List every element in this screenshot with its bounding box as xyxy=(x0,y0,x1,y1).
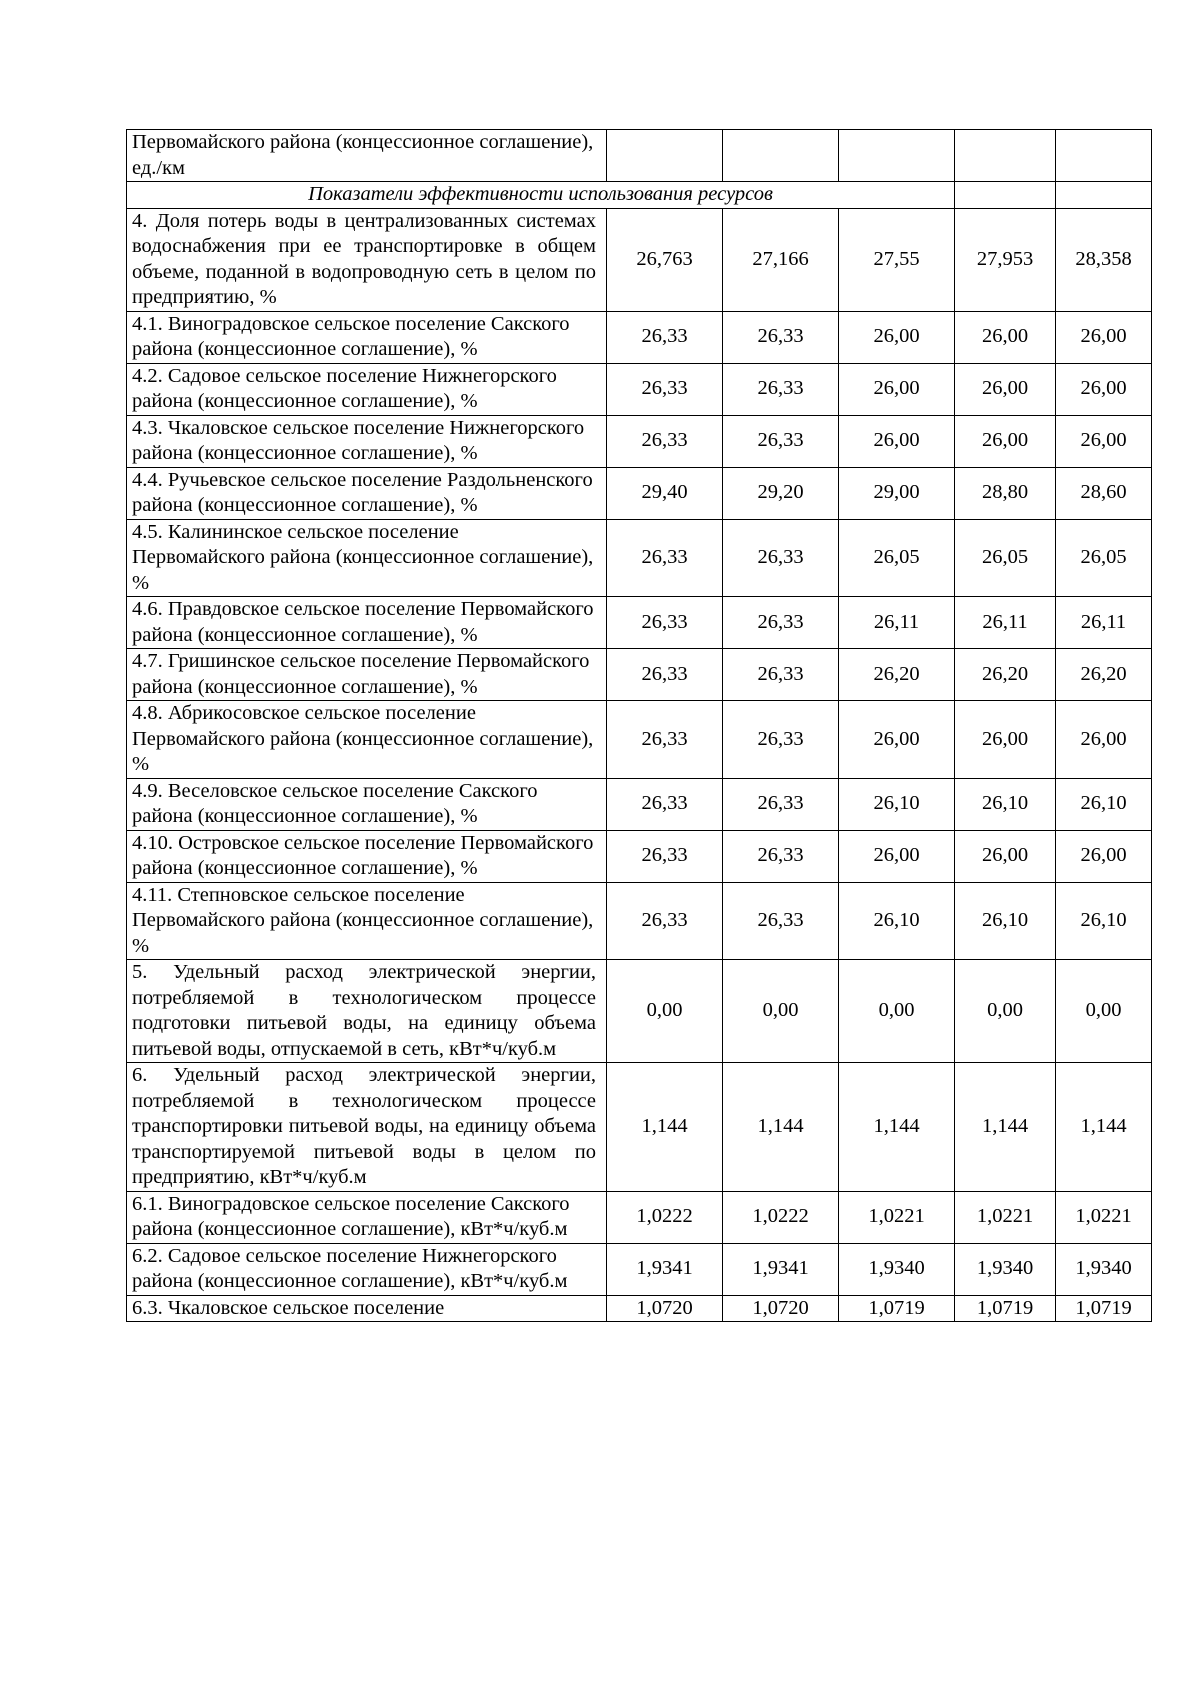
value-cell xyxy=(723,130,839,182)
value-cell: 26,20 xyxy=(839,649,955,701)
table-row xyxy=(127,1243,1152,1295)
table-row xyxy=(127,1063,1152,1192)
value-cell: 26,10 xyxy=(955,882,1056,960)
value-cell: 26,05 xyxy=(955,519,1056,597)
indicator-label: 4.1. Виноградовское сельское поселение Сакского района (концессионное соглашение), % xyxy=(127,311,607,363)
table-row xyxy=(127,311,1152,363)
value-cell: 1,0720 xyxy=(607,1295,723,1322)
table-row xyxy=(127,130,1152,182)
value-cell: 1,0221 xyxy=(839,1191,955,1243)
value-cell: 1,9340 xyxy=(1056,1243,1152,1295)
empty-cell xyxy=(1056,182,1152,209)
table-row xyxy=(127,363,1152,415)
value-cell: 26,11 xyxy=(1056,597,1152,649)
value-cell: 1,0222 xyxy=(723,1191,839,1243)
table-row xyxy=(127,597,1152,649)
value-cell: 1,0720 xyxy=(723,1295,839,1322)
value-cell: 26,00 xyxy=(1056,701,1152,779)
indicator-label: 4.5. Калининское сельское поселение Первомайского района (концессионное соглашение), % xyxy=(127,519,607,597)
value-cell: 1,0222 xyxy=(607,1191,723,1243)
value-cell: 26,33 xyxy=(607,519,723,597)
value-cell: 0,00 xyxy=(607,960,723,1063)
value-cell: 26,33 xyxy=(723,830,839,882)
value-cell: 26,00 xyxy=(1056,363,1152,415)
indicator-label: 5. Удельный расход электрической энергии, потребляемой в технологическом процессе подготовки питьевой воды, на единицу объема питьевой воды, отпускаемой в сеть, кВт*ч/куб.м xyxy=(127,960,607,1063)
value-cell: 1,144 xyxy=(955,1063,1056,1192)
indicator-label: 4.4. Ручьевское сельское поселение Раздольненского района (концессионное соглашение), % xyxy=(127,467,607,519)
indicator-label: 4.11. Степновское сельское поселение Первомайского района (концессионное соглашение), % xyxy=(127,882,607,960)
value-cell: 26,33 xyxy=(723,701,839,779)
indicator-label: 4.6. Правдовское сельское поселение Первомайского района (концессионное соглашение), % xyxy=(127,597,607,649)
value-cell: 26,763 xyxy=(607,208,723,311)
value-cell xyxy=(955,130,1056,182)
value-cell: 26,33 xyxy=(607,649,723,701)
indicator-label: Первомайского района (концессионное соглашение), ед./км xyxy=(127,130,607,182)
value-cell: 26,33 xyxy=(607,778,723,830)
value-cell: 26,00 xyxy=(839,701,955,779)
value-cell: 26,00 xyxy=(839,415,955,467)
table-row xyxy=(127,960,1152,1063)
value-cell: 26,00 xyxy=(955,415,1056,467)
value-cell: 26,00 xyxy=(955,830,1056,882)
value-cell: 1,144 xyxy=(723,1063,839,1192)
value-cell: 26,10 xyxy=(1056,778,1152,830)
value-cell: 26,10 xyxy=(839,778,955,830)
indicator-label: 6.3. Чкаловское сельское поселение xyxy=(127,1295,607,1322)
indicators-table xyxy=(126,129,1152,1322)
indicator-label: 4.3. Чкаловское сельское поселение Нижнегорского района (концессионное соглашение), % xyxy=(127,415,607,467)
table-row xyxy=(127,882,1152,960)
section-title: Показатели эффективности использования ресурсов xyxy=(127,182,955,209)
value-cell: 26,05 xyxy=(839,519,955,597)
section-header-row xyxy=(127,182,1152,209)
table-row xyxy=(127,415,1152,467)
value-cell: 26,20 xyxy=(1056,649,1152,701)
value-cell: 1,9340 xyxy=(839,1243,955,1295)
indicator-label: 6. Удельный расход электрической энергии, потребляемой в технологическом процессе транспортировки питьевой воды, на единицу объема транспортируемой питьевой воды в целом по предприятию, кВт*ч/куб.м xyxy=(127,1063,607,1192)
value-cell xyxy=(607,130,723,182)
value-cell: 26,10 xyxy=(1056,882,1152,960)
value-cell: 0,00 xyxy=(1056,960,1152,1063)
value-cell: 26,11 xyxy=(955,597,1056,649)
value-cell: 26,33 xyxy=(723,415,839,467)
value-cell: 26,10 xyxy=(955,778,1056,830)
value-cell: 26,33 xyxy=(723,363,839,415)
indicator-label: 4.10. Островское сельское поселение Первомайского района (концессионное соглашение), % xyxy=(127,830,607,882)
table-row xyxy=(127,1191,1152,1243)
indicator-label: 4.2. Садовое сельское поселение Нижнегорского района (концессионное соглашение), % xyxy=(127,363,607,415)
value-cell: 1,0221 xyxy=(1056,1191,1152,1243)
value-cell: 26,00 xyxy=(955,363,1056,415)
value-cell: 29,20 xyxy=(723,467,839,519)
value-cell: 26,05 xyxy=(1056,519,1152,597)
value-cell: 26,20 xyxy=(955,649,1056,701)
value-cell xyxy=(839,130,955,182)
value-cell: 1,9340 xyxy=(955,1243,1056,1295)
table-row xyxy=(127,649,1152,701)
table-row xyxy=(127,701,1152,779)
value-cell: 26,33 xyxy=(723,597,839,649)
value-cell: 26,33 xyxy=(607,311,723,363)
value-cell: 0,00 xyxy=(723,960,839,1063)
value-cell: 1,9341 xyxy=(607,1243,723,1295)
value-cell: 26,33 xyxy=(607,415,723,467)
value-cell: 1,9341 xyxy=(723,1243,839,1295)
value-cell: 26,33 xyxy=(723,882,839,960)
indicator-label: 4. Доля потерь воды в централизованных системах водоснабжения при ее транспортировке в общем объеме, поданной в водопроводную сеть в целом по предприятию, % xyxy=(127,208,607,311)
value-cell: 0,00 xyxy=(839,960,955,1063)
table-row xyxy=(127,467,1152,519)
value-cell: 26,00 xyxy=(1056,415,1152,467)
indicator-label: 4.8. Абрикосовское сельское поселение Первомайского района (концессионное соглашение), % xyxy=(127,701,607,779)
value-cell: 26,00 xyxy=(839,830,955,882)
value-cell: 26,33 xyxy=(723,311,839,363)
value-cell: 26,10 xyxy=(839,882,955,960)
value-cell: 26,00 xyxy=(955,701,1056,779)
value-cell: 26,00 xyxy=(955,311,1056,363)
value-cell: 1,0719 xyxy=(839,1295,955,1322)
value-cell: 26,33 xyxy=(607,830,723,882)
value-cell: 26,33 xyxy=(607,701,723,779)
value-cell: 26,00 xyxy=(839,311,955,363)
indicator-label: 4.7. Гришинское сельское поселение Первомайского района (концессионное соглашение), % xyxy=(127,649,607,701)
value-cell: 1,0719 xyxy=(1056,1295,1152,1322)
table-row xyxy=(127,519,1152,597)
value-cell: 29,40 xyxy=(607,467,723,519)
table-row xyxy=(127,830,1152,882)
value-cell xyxy=(1056,130,1152,182)
value-cell: 29,00 xyxy=(839,467,955,519)
value-cell: 26,00 xyxy=(1056,830,1152,882)
value-cell: 27,55 xyxy=(839,208,955,311)
indicator-label: 6.1. Виноградовское сельское поселение Сакского района (концессионное соглашение), кВт*ч/куб.м xyxy=(127,1191,607,1243)
value-cell: 1,144 xyxy=(839,1063,955,1192)
value-cell: 26,33 xyxy=(723,519,839,597)
value-cell: 26,33 xyxy=(607,363,723,415)
value-cell: 28,60 xyxy=(1056,467,1152,519)
value-cell: 26,33 xyxy=(607,882,723,960)
empty-cell xyxy=(955,182,1056,209)
value-cell: 1,144 xyxy=(1056,1063,1152,1192)
value-cell: 26,00 xyxy=(839,363,955,415)
value-cell: 28,358 xyxy=(1056,208,1152,311)
value-cell: 26,33 xyxy=(723,778,839,830)
table-row xyxy=(127,208,1152,311)
table-row xyxy=(127,1295,1152,1322)
value-cell: 26,11 xyxy=(839,597,955,649)
indicator-label: 4.9. Веселовское сельское поселение Сакского района (концессионное соглашение), % xyxy=(127,778,607,830)
value-cell: 1,144 xyxy=(607,1063,723,1192)
table-row xyxy=(127,778,1152,830)
value-cell: 1,0221 xyxy=(955,1191,1056,1243)
value-cell: 27,953 xyxy=(955,208,1056,311)
value-cell: 26,33 xyxy=(607,597,723,649)
value-cell: 28,80 xyxy=(955,467,1056,519)
value-cell: 26,33 xyxy=(723,649,839,701)
value-cell: 26,00 xyxy=(1056,311,1152,363)
value-cell: 0,00 xyxy=(955,960,1056,1063)
value-cell: 27,166 xyxy=(723,208,839,311)
indicator-label: 6.2. Садовое сельское поселение Нижнегорского района (концессионное соглашение), кВт*ч/куб.м xyxy=(127,1243,607,1295)
value-cell: 1,0719 xyxy=(955,1295,1056,1322)
